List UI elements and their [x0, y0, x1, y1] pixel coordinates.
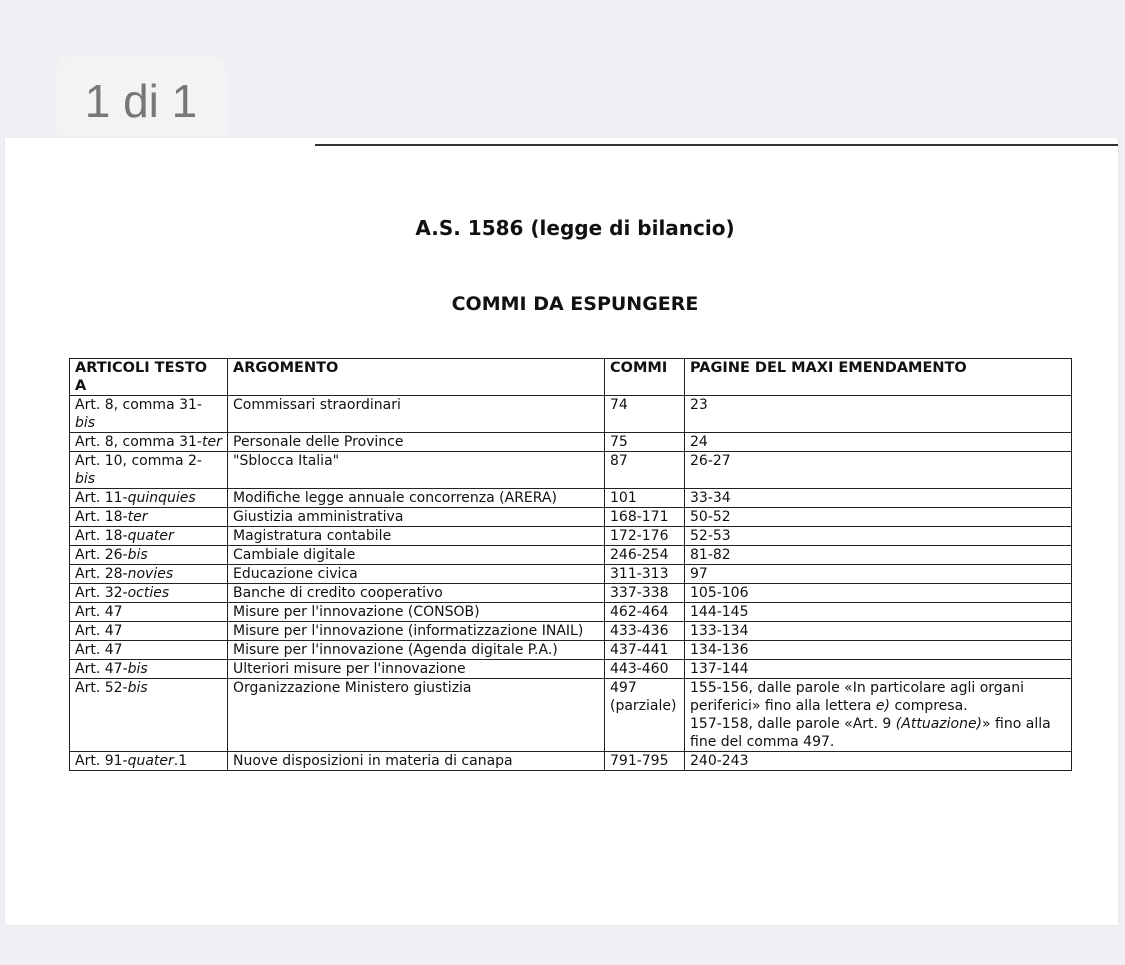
cell-argomento: "Sblocca Italia": [228, 452, 605, 489]
table-row: [70, 546, 1072, 565]
cell-articolo: Art. 10, comma 2-bis: [70, 452, 228, 489]
cell-articolo: Art. 18-quater: [70, 527, 228, 546]
table-row: [70, 603, 1072, 622]
cell-pagine: 105-106: [685, 584, 1072, 603]
cell-commi: 462-464: [605, 603, 685, 622]
table-row: [70, 565, 1072, 584]
cell-argomento: Misure per l'innovazione (informatizzazione INAIL): [228, 622, 605, 641]
table-row: [70, 660, 1072, 679]
cell-articolo: Art. 11-quinquies: [70, 489, 228, 508]
cell-articolo: Art. 18-ter: [70, 508, 228, 527]
table-row: [70, 641, 1072, 660]
cell-commi: 172-176: [605, 527, 685, 546]
cell-pagine: 81-82: [685, 546, 1072, 565]
cell-commi: 337-338: [605, 584, 685, 603]
cell-argomento: Misure per l'innovazione (CONSOB): [228, 603, 605, 622]
cell-articolo: Art. 47: [70, 603, 228, 622]
cell-pagine: 33-34: [685, 489, 1072, 508]
cell-articolo: Art. 52-bis: [70, 679, 228, 752]
cell-pagine: 26-27: [685, 452, 1072, 489]
cell-articolo: Art. 8, comma 31-ter: [70, 433, 228, 452]
cell-pagine: 97: [685, 565, 1072, 584]
document-page: [5, 138, 1118, 925]
cell-pagine: 133-134: [685, 622, 1072, 641]
cell-pagine: 134-136: [685, 641, 1072, 660]
cell-commi: 497 (parziale): [605, 679, 685, 752]
cell-argomento: Nuove disposizioni in materia di canapa: [228, 752, 605, 771]
cell-argomento: Ulteriori misure per l'innovazione: [228, 660, 605, 679]
cell-argomento: Banche di credito cooperativo: [228, 584, 605, 603]
cell-articolo: Art. 47: [70, 622, 228, 641]
cell-argomento: Misure per l'innovazione (Agenda digitale P.A.): [228, 641, 605, 660]
cell-commi: 443-460: [605, 660, 685, 679]
cell-argomento: Commissari straordinari: [228, 396, 605, 433]
cell-pagine: 240-243: [685, 752, 1072, 771]
table-header-row: [70, 359, 1072, 396]
cell-commi: 168-171: [605, 508, 685, 527]
cell-articolo: Art. 47-bis: [70, 660, 228, 679]
cell-argomento: Organizzazione Ministero giustizia: [228, 679, 605, 752]
cell-commi: 87: [605, 452, 685, 489]
cell-commi: 791-795: [605, 752, 685, 771]
table-row: [70, 679, 1072, 752]
cell-commi: 433-436: [605, 622, 685, 641]
cell-argomento: Modifiche legge annuale concorrenza (ARERA): [228, 489, 605, 508]
cell-pagine: 155-156, dalle parole «In particolare agli organi periferici» fino alla lettera e) compresa. 157-158, dalle parole «Art. 9 (Attuazione)» fino alla fine del comma 497.: [685, 679, 1072, 752]
cell-articolo: Art. 26-bis: [70, 546, 228, 565]
cell-articolo: Art. 47: [70, 641, 228, 660]
cell-commi: 74: [605, 396, 685, 433]
cell-articolo: Art. 91-quater.1: [70, 752, 228, 771]
cell-pagine: 144-145: [685, 603, 1072, 622]
table-row: [70, 622, 1072, 641]
cell-commi: 75: [605, 433, 685, 452]
cell-pagine: 52-53: [685, 527, 1072, 546]
table-row: [70, 396, 1072, 433]
cell-pagine: 50-52: [685, 508, 1072, 527]
cell-argomento: Magistratura contabile: [228, 527, 605, 546]
header-articoli: ARTICOLI TESTO A: [70, 359, 228, 396]
cell-argomento: Personale delle Province: [228, 433, 605, 452]
header-pagine: PAGINE DEL MAXI EMENDAMENTO: [685, 359, 1072, 396]
document-title: A.S. 1586 (legge di bilancio): [415, 216, 735, 240]
table-row: [70, 489, 1072, 508]
table-row: [70, 752, 1072, 771]
page-indicator: 1 di 1: [56, 55, 226, 147]
cell-articolo: Art. 28-novies: [70, 565, 228, 584]
cell-pagine: 23: [685, 396, 1072, 433]
table-row: [70, 584, 1072, 603]
cell-commi: 437-441: [605, 641, 685, 660]
header-commi: COMMI: [605, 359, 685, 396]
document-subtitle: COMMI DA ESPUNGERE: [451, 293, 699, 315]
cell-articolo: Art. 8, comma 31-bis: [70, 396, 228, 433]
cell-commi: 246-254: [605, 546, 685, 565]
cell-argomento: Educazione civica: [228, 565, 605, 584]
table-row: [70, 508, 1072, 527]
cell-pagine: 137-144: [685, 660, 1072, 679]
top-rule: [315, 144, 1118, 146]
table-row: [70, 433, 1072, 452]
cell-pagine: 24: [685, 433, 1072, 452]
table-row: [70, 452, 1072, 489]
cell-commi: 311-313: [605, 565, 685, 584]
header-argomento: ARGOMENTO: [228, 359, 605, 396]
cell-argomento: Giustizia amministrativa: [228, 508, 605, 527]
cell-argomento: Cambiale digitale: [228, 546, 605, 565]
cell-articolo: Art. 32-octies: [70, 584, 228, 603]
table-row: [70, 527, 1072, 546]
cell-commi: 101: [605, 489, 685, 508]
commi-table: [69, 358, 1072, 771]
